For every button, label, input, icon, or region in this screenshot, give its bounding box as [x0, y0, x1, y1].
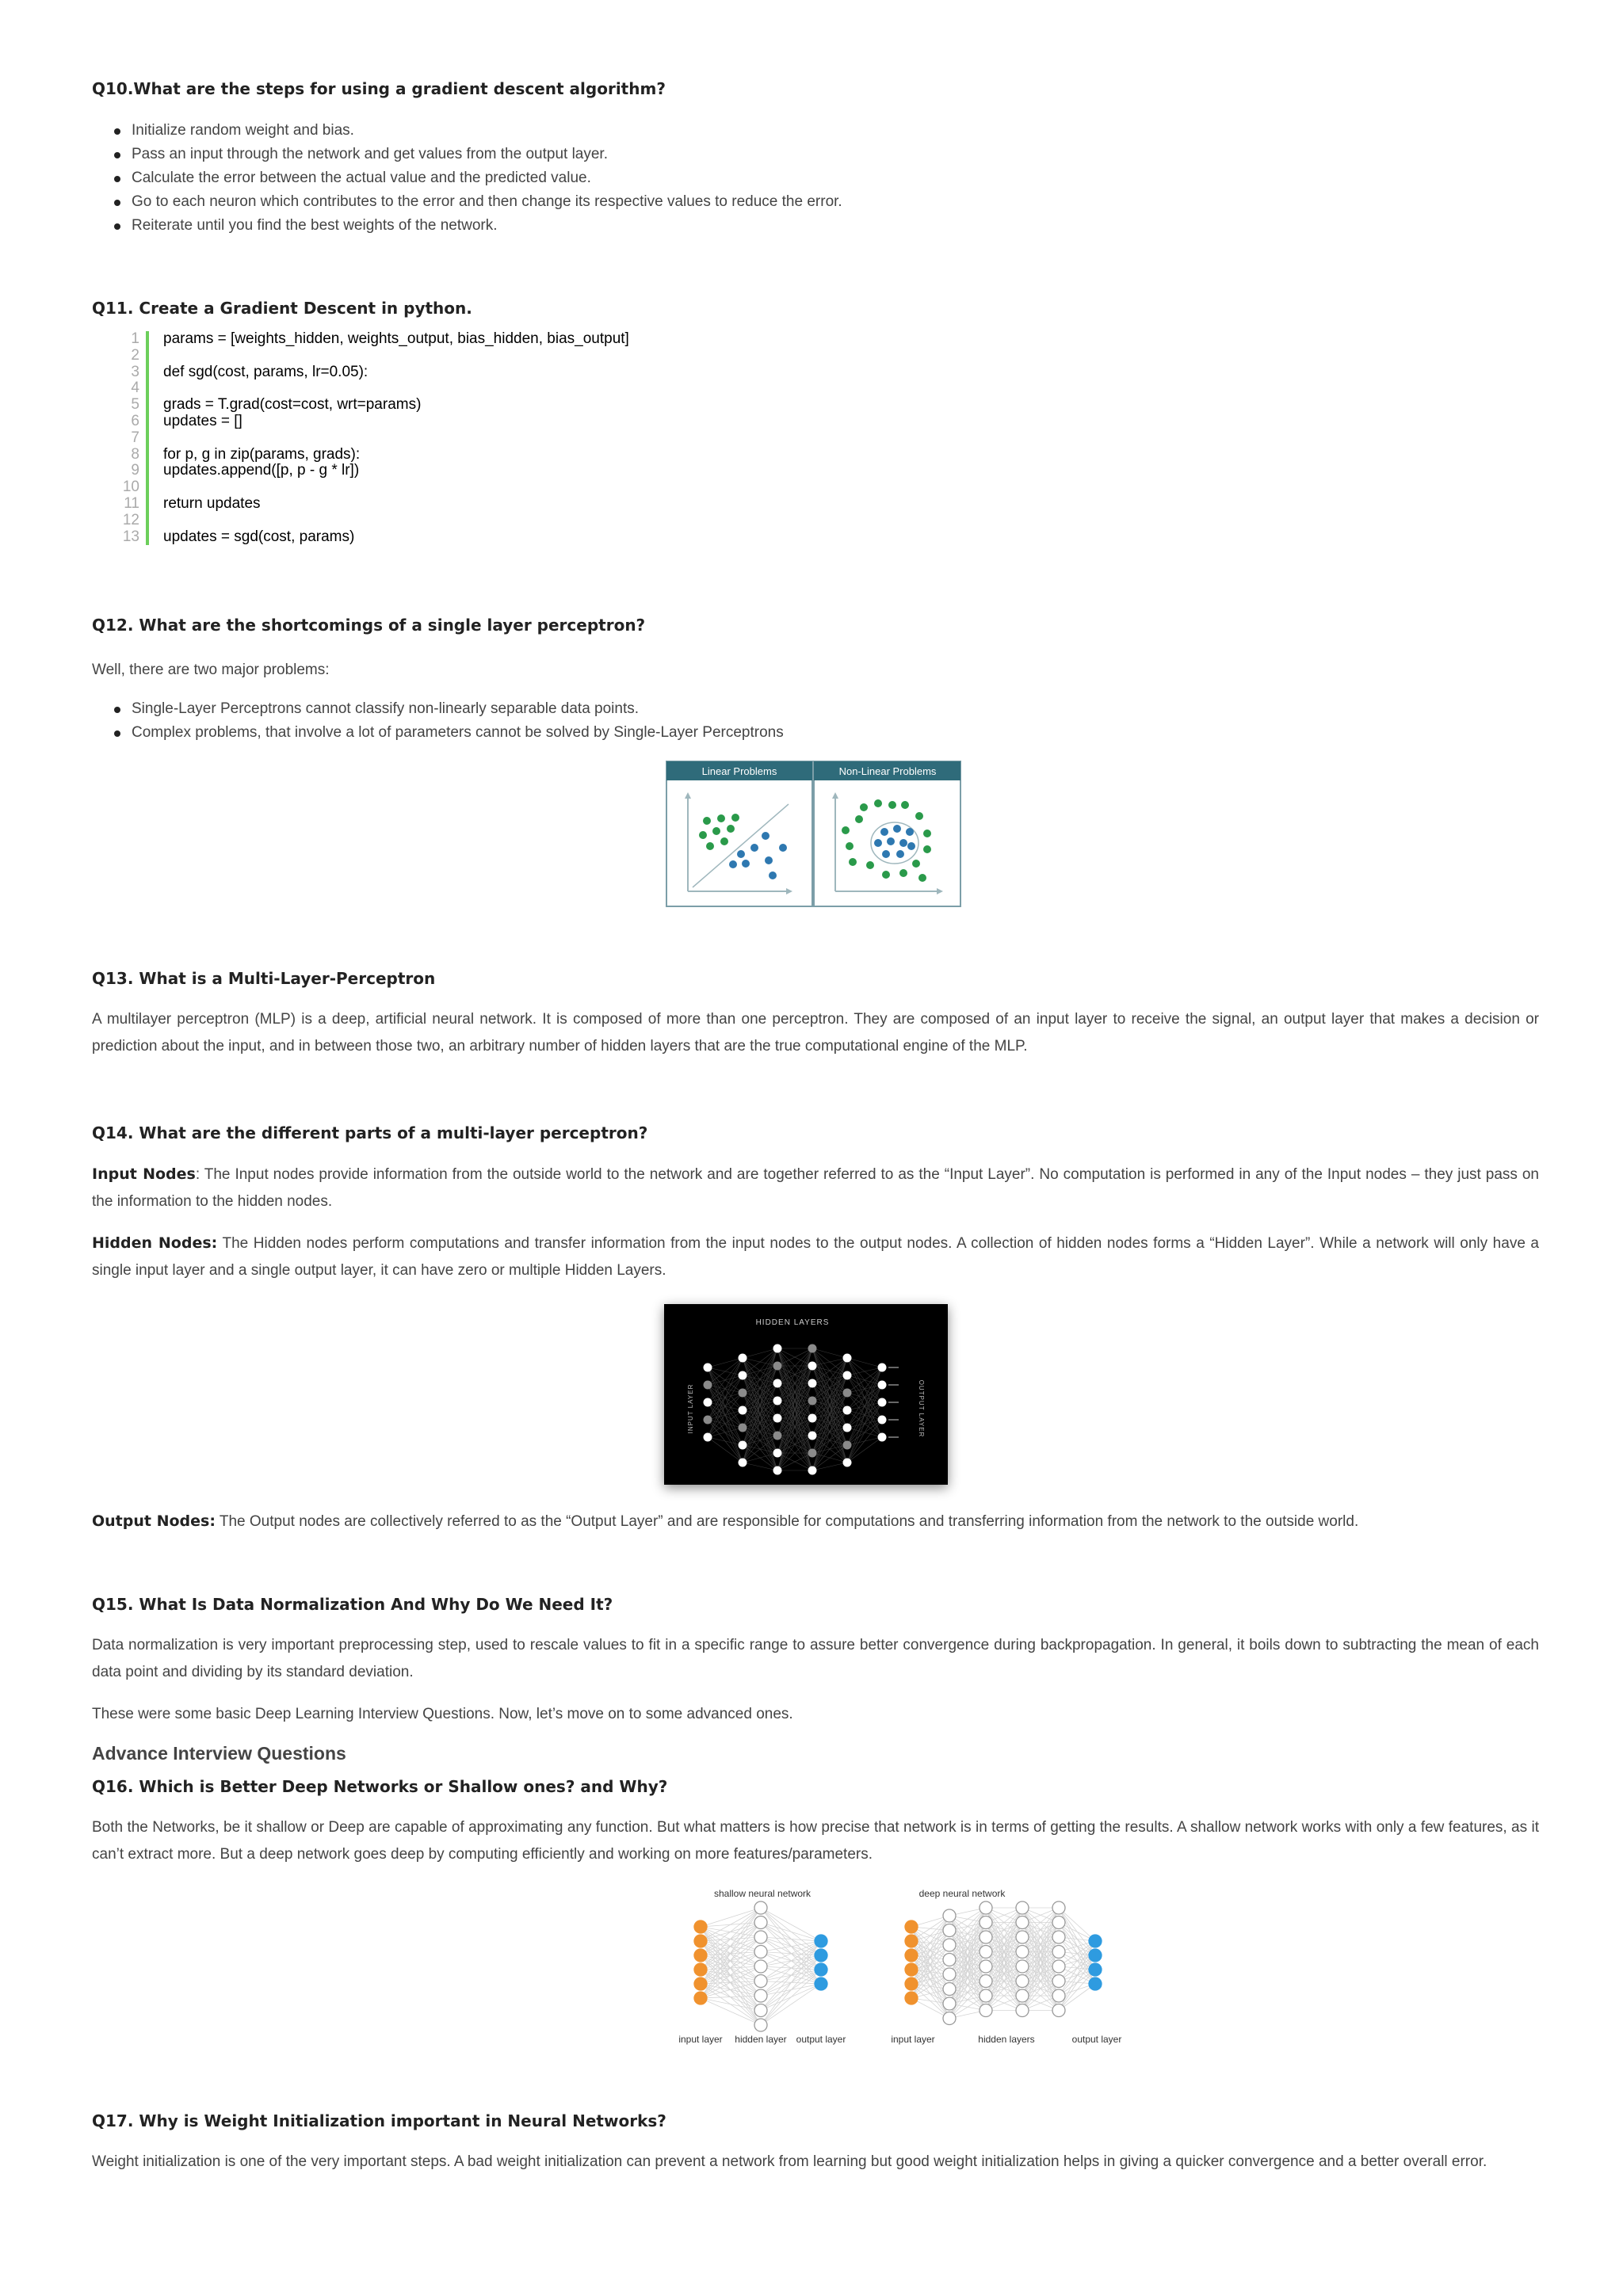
q15-body: Data normalization is very important preprocessing step, used to rescale values to fit in a specific range to assure better convergence during backpropagation. In general, it boils down to subtracting the mean of each data point and dividing by its standard deviation.: [92, 1637, 1539, 1680]
mlp-node: [704, 1433, 712, 1442]
shallow-output-layer-label: output layer: [796, 2034, 846, 2045]
mlp-node: [843, 1389, 852, 1398]
mlp-node: [843, 1424, 852, 1432]
nn-node: [1052, 1960, 1065, 1973]
mlp-network-diagram: [664, 1304, 948, 1485]
code-line: [108, 529, 629, 546]
nn-node: [754, 1931, 767, 1943]
line-number: 12: [122, 511, 139, 528]
mlp-node: [878, 1416, 887, 1425]
nn-node: [943, 1954, 956, 1966]
code-line: [108, 348, 629, 364]
line-number: 6: [131, 412, 139, 429]
code-gutter-bar: [146, 414, 149, 430]
mlp-node: [843, 1441, 852, 1450]
nn-node: [754, 2004, 767, 2017]
q16-heading: Q16. Which is Better Deep Networks or Shallow ones? and Why?: [92, 1777, 668, 1796]
code-text: grads = T.grad(cost=cost, wrt=params): [163, 396, 422, 414]
mlp-node: [739, 1424, 747, 1432]
q12-point-item: Single-Layer Perceptrons cannot classify non-linearly separable data points.: [92, 697, 784, 721]
q15-transition: These were some basic Deep Learning Interview Questions. Now, let’s move on to some advanced ones.: [92, 1706, 793, 1722]
nn-node: [980, 1975, 992, 1988]
input-nodes-label: Input Nodes: [92, 1165, 196, 1183]
q10-step-item: Go to each neuron which contributes to the error and then change its respective values to reduce the error.: [92, 190, 842, 214]
mlp-node: [704, 1398, 712, 1407]
nn-node: [980, 1917, 992, 1929]
code-line: [108, 380, 629, 397]
output-nodes-text: The Output nodes are collectively referred to as the “Output Layer” and are responsible for computations and transferring information from the network to the outside world.: [215, 1513, 1359, 1530]
mlp-node: [704, 1363, 712, 1372]
code-text: updates.append([p, p - g * lr]): [163, 462, 360, 479]
mlp-node: [739, 1459, 747, 1467]
nn-node: [1016, 2004, 1029, 2017]
nn-node: [1016, 1946, 1029, 1958]
mlp-node: [808, 1449, 817, 1458]
nn-node: [943, 1983, 956, 1996]
nn-node: [905, 1978, 918, 1990]
nn-node: [943, 1968, 956, 1981]
shallow-vs-deep-figure: [579, 1882, 1149, 2058]
code-gutter-bar: [146, 463, 149, 479]
line-number: 10: [122, 479, 139, 496]
q14-output-nodes: [92, 1508, 1539, 1535]
mlp-node: [739, 1441, 747, 1450]
mlp-node: [739, 1371, 747, 1380]
nn-node: [1016, 1960, 1029, 1973]
deep-hidden-layers-label: hidden layers: [978, 2034, 1035, 2045]
code-line: [108, 479, 629, 496]
code-line: [108, 447, 629, 463]
mlp-node: [739, 1354, 747, 1363]
nn-node: [1089, 1978, 1102, 1990]
mlp-layers-figure: [664, 1304, 948, 1485]
line-number: 2: [131, 346, 139, 364]
line-number: 13: [122, 528, 139, 545]
code-gutter-bar: [146, 364, 149, 381]
q12-points-list: [92, 697, 784, 745]
nn-node: [943, 1924, 956, 1937]
nn-node: [1052, 1931, 1065, 1943]
q10-step-item: Calculate the error between the actual value and the predicted value.: [92, 166, 842, 190]
code-gutter-bar: [146, 479, 149, 496]
line-number: 7: [131, 429, 139, 446]
code-line: [108, 414, 629, 430]
shallow-input-layer-label: input layer: [678, 2034, 723, 2045]
line-number: 5: [131, 396, 139, 414]
nn-node: [1016, 1901, 1029, 1914]
mlp-node: [878, 1381, 887, 1390]
nn-node: [754, 1946, 767, 1958]
q14-input-nodes: [92, 1161, 1539, 1215]
nn-node: [980, 1901, 992, 1914]
code-text: return updates: [163, 494, 261, 512]
linear-vs-nonlinear-figure: [666, 761, 962, 908]
mlp-node: [878, 1433, 887, 1442]
nn-node: [1089, 1949, 1102, 1962]
code-gutter-bar: [146, 380, 149, 397]
nn-node: [980, 1931, 992, 1943]
mlp-node: [878, 1363, 887, 1372]
shallow-network-title: shallow neural network: [713, 1888, 812, 1899]
code-line: [108, 430, 629, 447]
nn-node: [1052, 1946, 1065, 1958]
q10-step-item: Reiterate until you find the best weights of the network.: [92, 214, 842, 238]
q15-heading: Q15. What Is Data Normalization And Why Do We Need It?: [92, 1595, 613, 1614]
code-line: [108, 463, 629, 479]
nn-node: [943, 1909, 956, 1922]
code-text: def sgd(cost, params, lr=0.05):: [163, 363, 369, 380]
code-line: [108, 364, 629, 381]
q13-body: A multilayer perceptron (MLP) is a deep, artificial neural network. It is composed of more than one perceptron. They are composed of an input layer to receive the signal, an output layer that makes a decision or prediction about the input, and in between those two, an arbitrary number of hidden layers that are the true computational engine of the MLP.: [92, 1011, 1539, 1055]
q14-heading: Q14. What are the different parts of a multi-layer perceptron?: [92, 1123, 648, 1142]
hidden-layers-label: HIDDEN LAYERS: [755, 1318, 830, 1327]
linear-problems-label: Linear Problems: [701, 765, 777, 777]
code-gutter-bar: [146, 348, 149, 364]
nn-node: [1089, 1935, 1102, 1947]
nn-node: [815, 1978, 827, 1990]
mlp-node: [773, 1449, 782, 1458]
q12-intro: Well, there are two major problems:: [92, 662, 330, 678]
mlp-node: [808, 1397, 817, 1405]
nn-node: [815, 1963, 827, 1976]
nn-node: [694, 1963, 707, 1976]
nn-node: [754, 1901, 767, 1914]
mlp-node: [808, 1414, 817, 1423]
nn-node: [1089, 1963, 1102, 1976]
nn-node: [980, 2004, 992, 2017]
input-nodes-text: : The Input nodes provide information from the outside world to the network and are together referred to as the “Input Layer”. No computation is performed in any of the Input nodes – they just pass on the information to the hidden nodes.: [92, 1166, 1539, 1210]
q10-heading: Q10.What are the steps for using a gradient descent algorithm?: [92, 79, 666, 98]
code-text: updates = sgd(cost, params): [163, 528, 355, 545]
nn-node: [694, 1935, 707, 1947]
shallow-hidden-layer-label: hidden layer: [735, 2034, 787, 2045]
nn-node: [694, 1978, 707, 1990]
mlp-node: [808, 1432, 817, 1440]
nn-node: [943, 1939, 956, 1951]
code-text: updates = []: [163, 412, 242, 429]
nn-node: [754, 1989, 767, 2002]
code-line: [108, 331, 629, 348]
q13-heading: Q13. What is a Multi-Layer-Perceptron: [92, 969, 436, 988]
nn-node: [1016, 1975, 1029, 1988]
mlp-node: [773, 1379, 782, 1388]
q17-body: Weight initialization is one of the very important steps. A bad weight initialization can prevent a network from learning but good weight initialization helps in giving a quicker convergence and a better overall error.: [92, 2153, 1487, 2170]
nn-node: [980, 1960, 992, 1973]
code-text: params = [weights_hidden, weights_output, bias_hidden, bias_output]: [163, 330, 629, 347]
mlp-node: [843, 1371, 852, 1380]
nn-node: [754, 1960, 767, 1973]
nn-node: [754, 1917, 767, 1929]
mlp-node: [808, 1379, 817, 1388]
mlp-node: [843, 1459, 852, 1467]
nn-node: [943, 2012, 956, 2025]
code-line: [108, 397, 629, 414]
nn-node: [1052, 1917, 1065, 1929]
nn-node: [815, 1935, 827, 1947]
nn-node: [1052, 1989, 1065, 2002]
q10-step-item: Initialize random weight and bias.: [92, 119, 842, 143]
code-gutter-bar: [146, 397, 149, 414]
mlp-node: [773, 1432, 782, 1440]
q17-heading: Q17. Why is Weight Initialization important in Neural Networks?: [92, 2111, 666, 2130]
mlp-node: [808, 1466, 817, 1475]
q11-heading: Q11. Create a Gradient Descent in python.: [92, 299, 472, 318]
nn-node: [905, 1992, 918, 2004]
mlp-node: [704, 1416, 712, 1425]
nn-node: [1052, 2004, 1065, 2017]
mlp-node: [773, 1344, 782, 1353]
nn-node: [1016, 1931, 1029, 1943]
nn-node: [694, 1920, 707, 1933]
line-number: 1: [131, 330, 139, 347]
line-number: 8: [131, 445, 139, 463]
deep-network-title: deep neural network: [918, 1888, 1006, 1899]
code-line: [108, 513, 629, 529]
mlp-node: [773, 1414, 782, 1423]
hidden-nodes-text: The Hidden nodes perform computations and transfer information from the input nodes to the output nodes. A collection of hidden nodes forms a “Hidden Layer”. While a network will only have a single input layer and a single output layer, it can have zero or multiple Hidden Layers.: [92, 1235, 1539, 1279]
code-gutter-bar: [146, 331, 149, 348]
output-nodes-label: Output Nodes:: [92, 1512, 216, 1530]
advanced-questions-heading: Advance Interview Questions: [92, 1743, 346, 1764]
code-line: [108, 496, 629, 513]
nn-node: [980, 1989, 992, 2002]
nn-node: [1052, 1975, 1065, 1988]
q12-heading: Q12. What are the shortcomings of a single layer perceptron?: [92, 616, 646, 635]
nn-node: [694, 1949, 707, 1962]
nn-node: [943, 1997, 956, 2010]
nn-node: [694, 1992, 707, 2004]
nn-node: [905, 1935, 918, 1947]
hidden-nodes-label: Hidden Nodes:: [92, 1234, 218, 1252]
nn-node: [1016, 1917, 1029, 1929]
nn-node: [754, 1975, 767, 1988]
output-layer-label: OUTPUT LAYER: [918, 1379, 925, 1438]
nn-node: [1016, 1989, 1029, 2002]
nn-node: [980, 1946, 992, 1958]
mlp-node: [773, 1466, 782, 1475]
q10-steps-list: [92, 119, 842, 238]
nn-node: [815, 1949, 827, 1962]
q14-hidden-nodes: [92, 1230, 1539, 1284]
nn-node: [905, 1963, 918, 1976]
q12-point-item: Complex problems, that involve a lot of parameters cannot be solved by Single-Layer Perceptrons: [92, 721, 784, 745]
mlp-node: [843, 1406, 852, 1415]
mlp-node: [808, 1344, 817, 1353]
q16-body: Both the Networks, be it shallow or Deep are capable of approximating any function. But what matters is how precise that network is in terms of getting the results. A shallow network works with only a few features, as it can’t extract more. But a deep network goes deep by computing efficiently and working on more features/parameters.: [92, 1819, 1539, 1863]
code-gutter-bar: [146, 513, 149, 529]
code-gutter-bar: [146, 430, 149, 447]
mlp-node: [739, 1406, 747, 1415]
deep-output-layer-label: output layer: [1071, 2034, 1122, 2045]
mlp-node: [773, 1397, 782, 1405]
mlp-node: [808, 1362, 817, 1371]
line-number: 11: [124, 494, 139, 512]
code-gutter-bar: [146, 447, 149, 463]
input-layer-label: INPUT LAYER: [687, 1383, 694, 1434]
mlp-node: [739, 1389, 747, 1398]
mlp-node: [773, 1362, 782, 1371]
line-number: 4: [131, 379, 139, 397]
mlp-node: [843, 1354, 852, 1363]
nn-node: [905, 1920, 918, 1933]
code-text: for p, g in zip(params, grads):: [163, 445, 361, 463]
code-gutter-bar: [146, 529, 149, 546]
nonlinear-problems-label: Non-Linear Problems: [838, 765, 937, 777]
nn-node: [754, 2019, 767, 2031]
code-block: [108, 331, 629, 545]
mlp-node: [878, 1398, 887, 1407]
line-number: 9: [131, 462, 139, 479]
nn-node: [905, 1949, 918, 1962]
line-number: 3: [131, 363, 139, 380]
nn-node: [1052, 1901, 1065, 1914]
code-gutter-bar: [146, 496, 149, 513]
deep-input-layer-label: input layer: [891, 2034, 935, 2045]
q10-step-item: Pass an input through the network and get values from the output layer.: [92, 143, 842, 166]
mlp-node: [704, 1381, 712, 1390]
